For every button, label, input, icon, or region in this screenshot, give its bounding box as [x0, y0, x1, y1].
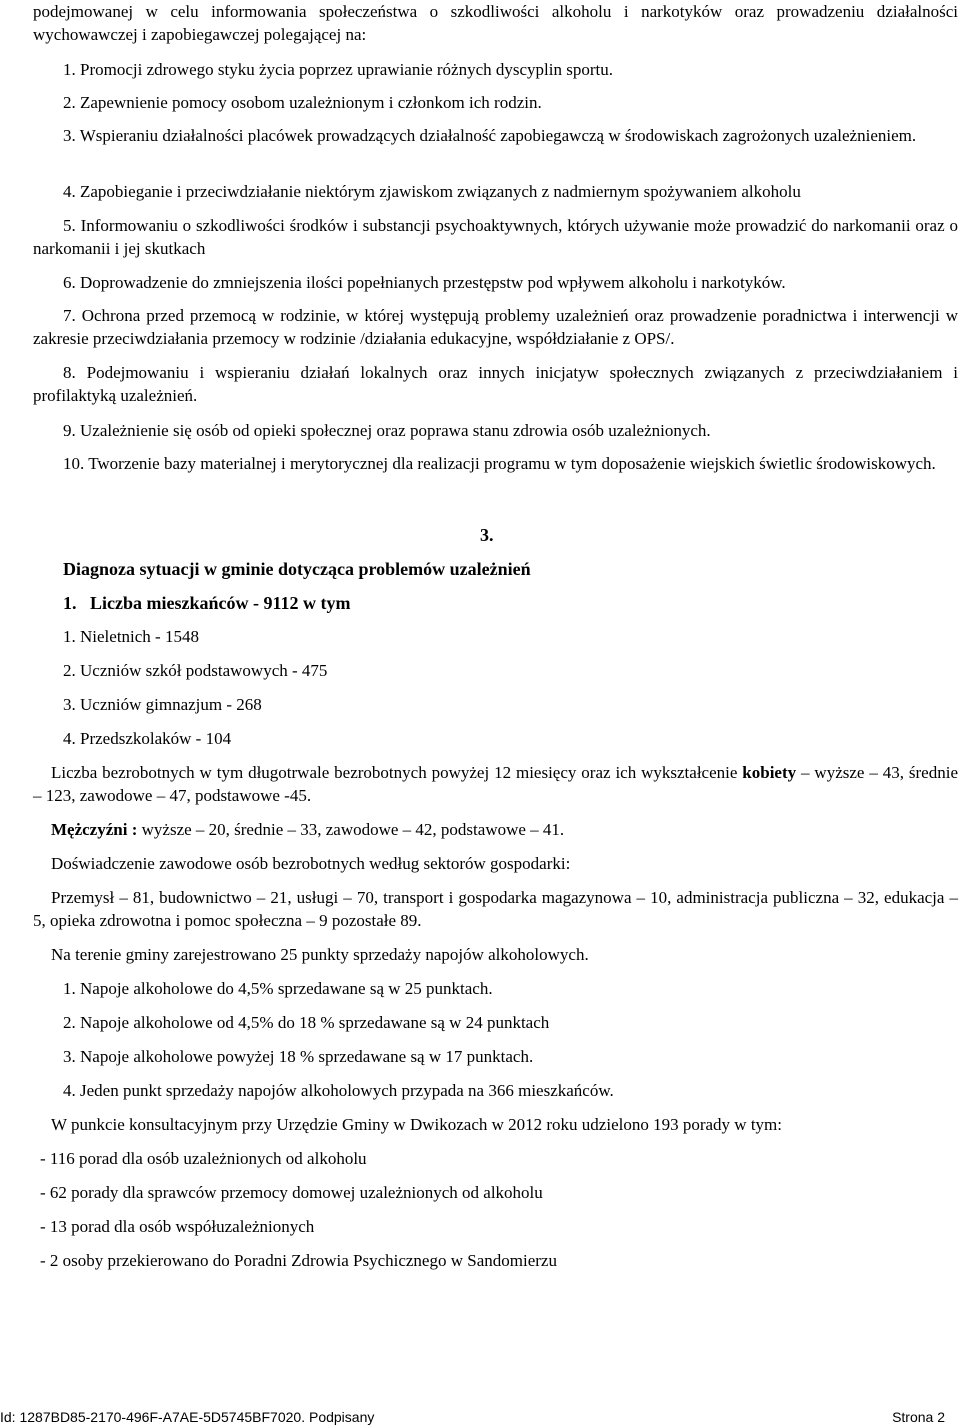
section-number: 3. [480, 525, 494, 545]
goal-item-3: 3. Wspieraniu działalności placówek prowadzących działalność zapobiegawczą w środowiskach zagrożonych uzależnieniem. [63, 126, 917, 145]
goal-item-5: 5. Informowaniu o szkodliwości środków i substancji psychoaktywnych, których używanie może prowadzić do narkomanii oraz o narkomanii i jej skutkach [33, 216, 958, 258]
alcohol-points-heading: Na terenie gminy zarejestrowano 25 punkty sprzedaży napojów alkoholowych. [51, 945, 589, 964]
alcohol-item-2: 2. Napoje alkoholowe od 4,5% do 18 % sprzedawane są w 24 punktach [63, 1013, 550, 1032]
sectors-heading: Doświadczenie zawodowe osób bezrobotnych według sektorów gospodarki: [51, 854, 571, 873]
document-id-footer: Id: 1287BD85-2170-496F-A7AE-5D5745BF7020. Podpisany [0, 1409, 375, 1425]
intro-paragraph [33, 0, 958, 46]
population-item-4: 4. Przedszkolaków - 104 [63, 729, 232, 748]
population-heading: 1. Liczba mieszkańców - 9112 w tym [63, 593, 351, 613]
population-item-2: 2. Uczniów szkół podstawowych - 475 [63, 661, 328, 680]
consultation-item-2: - 62 porady dla sprawców przemocy domowej uzależnionych od alkoholu [40, 1183, 543, 1202]
goal-item-8: 8. Podejmowaniu i wspieraniu działań lokalnych oraz innych inicjatyw społecznych związanych z przeciwdziałaniem i profilaktyką uzależnień. [33, 363, 959, 405]
women-label: kobiety [742, 763, 797, 782]
goal-item-9: 9. Uzależnienie się osób od opieki społecznej oraz poprawa stanu zdrowia osób uzależnionych. [63, 421, 711, 440]
intro-text: podejmowanej w celu informowania społeczeństwa o szkodliwości alkoholu i narkotyków oraz prowadzeniu działalności wychowawczej i zapobiegawczej polegającej na: [33, 2, 958, 44]
men-label: Mężczyźni : [51, 820, 138, 839]
consultation-item-1: - 116 porad dla osób uzależnionych od alkoholu [40, 1149, 367, 1168]
consultation-item-4: - 2 osoby przekierowano do Poradni Zdrowia Psychicznego w Sandomierzu [40, 1251, 557, 1270]
alcohol-item-4: 4. Jeden punkt sprzedaży napojów alkoholowych przypada na 366 mieszkańców. [63, 1081, 614, 1100]
goal-item-10: 10. Tworzenie bazy materialnej i merytorycznej dla realizacji programu w tym doposażenie wiejskich świetlic środowiskowych. [63, 454, 936, 473]
unemployed-paragraph: Liczba bezrobotnych w tym długotrwale bezrobotnych powyżej 12 miesięcy oraz ich wykształcenie kobiety – wyższe – 43, średnie – 123, zawodowe – 47, podstawowe -45. [33, 763, 958, 805]
goal-item-7: 7. Ochrona przed przemocą w rodzinie, w której występują problemy uzależnień oraz prowadzenie poradnictwa i interwencji w zakresie przeciwdziałania przemocy w rodzinie /działania edukacyjne, współdziałanie z OPS/. [33, 306, 959, 348]
goal-item-1: 1. Promocji zdrowego styku życia poprzez uprawianie różnych dyscyplin sportu. [63, 60, 613, 79]
consultation-heading: W punkcie konsultacyjnym przy Urzędzie Gminy w Dwikozach w 2012 roku udzielono 193 porady w tym: [51, 1115, 782, 1134]
population-item-3: 3. Uczniów gimnazjum - 268 [63, 695, 262, 714]
alcohol-item-1: 1. Napoje alkoholowe do 4,5% sprzedawane są w 25 punktach. [63, 979, 493, 998]
goal-item-4: 4. Zapobieganie i przeciwdziałanie niektórym zjawiskom związanych z nadmiernym spożywaniem alkoholu [63, 182, 801, 201]
men-paragraph: Mężczyźni : wyższe – 20, średnie – 33, zawodowe – 42, podstawowe – 41. [51, 820, 565, 839]
goal-item-2: 2. Zapewnienie pomocy osobom uzależnionym i członkom ich rodzin. [63, 93, 542, 112]
sectors-paragraph: Przemysł – 81, budownictwo – 21, usługi – 70, transport i gospodarka magazynowa – 10, administracja publiczna – 32, edukacja – 5, opieka zdrowotna i pomoc społeczna – 9 pozostałe 89. [33, 888, 958, 930]
page-number-footer: Strona 2 [892, 1409, 945, 1425]
goal-item-6: 6. Doprowadzenie do zmniejszenia ilości popełnianych przestępstw pod wpływem alkoholu i narkotyków. [63, 273, 786, 292]
alcohol-item-3: 3. Napoje alkoholowe powyżej 18 % sprzedawane są w 17 punktach. [63, 1047, 534, 1066]
population-item-1: 1. Nieletnich - 1548 [63, 627, 199, 646]
diagnosis-title: Diagnoza sytuacji w gminie dotycząca problemów uzależnień [63, 559, 531, 579]
consultation-item-3: - 13 porad dla osób współuzależnionych [40, 1217, 315, 1236]
